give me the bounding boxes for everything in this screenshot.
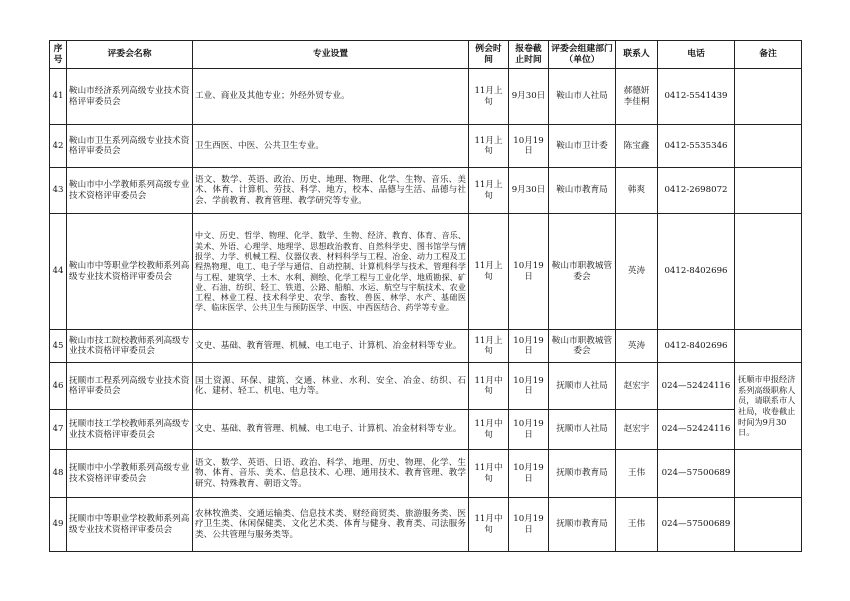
row-majors: 农林牧渔类、交通运输类、信息技术类、财经商贸类、旅游服务类、医疗卫生类、休闲保健类、文化艺术类、体育与健身、教育类、司法服务类、公共管理与服务类等。 (193, 498, 469, 552)
row-deadline: 10月19日 (509, 363, 549, 410)
row-deadline: 10月19日 (509, 125, 549, 168)
row-majors: 文史、基础、教育管理、机械、电工电子、计算机、冶金材料等专业。 (193, 330, 469, 363)
header-note: 备注 (735, 41, 802, 69)
row-majors: 语文、数学、英语、政治、历史、地理、物理、化学、生物、音乐、美术、体育、计算机、劳技、科学、地方，校本、品德与生活、品德与社会、学前教育、教育管理、教学研究等专业。 (193, 168, 469, 214)
row-committee-name: 鞍山市技工院校教师系列高级专业技术资格评审委员会 (67, 330, 193, 363)
row-majors: 文史、基础、教育管理、机械、电工电子、计算机、冶金材料等专业。 (193, 410, 469, 450)
row-dept: 抚顺市教育局 (549, 450, 616, 498)
row-note (735, 214, 802, 330)
row-deadline: 9月30日 (509, 69, 549, 125)
row-committee-name: 鞍山市中小学教师系列高级专业技术资格评审委员会 (67, 168, 193, 214)
row-phone: 0412-2698072 (658, 168, 735, 214)
row-meeting-time: 11月上旬 (469, 125, 509, 168)
row-note (735, 69, 802, 125)
row-majors: 工业、商业及其他专业；外经外贸专业。 (193, 69, 469, 125)
row-committee-name: 抚顺市中小学教师系列高级专业技术资格评审委员会 (67, 450, 193, 498)
row-contact: 英涛 (616, 214, 658, 330)
table-row (50, 125, 802, 168)
row-deadline: 10月19日 (509, 330, 549, 363)
header-name: 评委会名称 (67, 41, 193, 69)
row-num: 48 (50, 450, 67, 498)
row-num: 45 (50, 330, 67, 363)
row-phone: 0412-8402696 (658, 214, 735, 330)
header-num: 序号 (50, 41, 67, 69)
table-row (50, 363, 802, 410)
row-contact: 英涛 (616, 330, 658, 363)
row-phone: 0412-5535346 (658, 125, 735, 168)
row-note (735, 125, 802, 168)
row-phone: 0412-8402696 (658, 330, 735, 363)
row-note (735, 168, 802, 214)
row-num: 49 (50, 498, 67, 552)
row-note (735, 498, 802, 552)
row-phone: 0412-5541439 (658, 69, 735, 125)
table-row (50, 450, 802, 498)
row-majors: 卫生西医、中医、公共卫生专业。 (193, 125, 469, 168)
row-contact: 陈宝鑫 (616, 125, 658, 168)
header-dept: 评委会组建部门（单位） (549, 41, 616, 69)
table-row (50, 69, 802, 125)
row-deadline: 10月19日 (509, 450, 549, 498)
row-num: 47 (50, 410, 67, 450)
header-meeting: 例会时间 (469, 41, 509, 69)
row-phone: 024—52424116 (658, 410, 735, 450)
row-committee-name: 鞍山市中等职业学校教师系列高级专业技术资格评审委员会 (67, 214, 193, 330)
row-dept: 鞍山市教育局 (549, 168, 616, 214)
header-contact: 联系人 (616, 41, 658, 69)
row-note (735, 450, 802, 498)
row-contact: 赵宏宇 (616, 363, 658, 410)
row-contact: 王伟 (616, 450, 658, 498)
row-phone: 024—57500689 (658, 450, 735, 498)
row-committee-name: 鞍山市卫生系列高级专业技术资格评审委员会 (67, 125, 193, 168)
table-row (50, 168, 802, 214)
row-dept: 抚顺市教育局 (549, 498, 616, 552)
row-meeting-time: 11月中旬 (469, 410, 509, 450)
row-committee-name: 抚顺市中等职业学校教师系列高级专业技术资格评审委员会 (67, 498, 193, 552)
row-num: 46 (50, 363, 67, 410)
row-meeting-time: 11月中旬 (469, 498, 509, 552)
row-phone: 024—57500689 (658, 498, 735, 552)
row-deadline: 9月30日 (509, 168, 549, 214)
committee-table (49, 40, 802, 552)
fushun-note: 抚顺市申报经济系列高级职称人员，请联系市人社局，收卷截止时间为9月30日。 (735, 363, 802, 450)
header-row (50, 41, 802, 69)
row-phone: 024—52424116 (658, 363, 735, 410)
row-meeting-time: 11月上旬 (469, 330, 509, 363)
table-row (50, 330, 802, 363)
row-dept: 抚顺市人社局 (549, 410, 616, 450)
row-dept: 鞍山市职教城管委会 (549, 214, 616, 330)
row-deadline: 10月19日 (509, 410, 549, 450)
row-majors: 中文、历史、哲学、物理、化学、数学、生物、经济、教育、体育、音乐、美术、外语、心理学、地理学、思想政治教育、自然科学史、图书馆学与情报学、力学、机械工程、仪器仪表、材料科学与工程、冶金、动力工程及工程热物理、电工、电子学与通信、自动控制、计算机科学与技术、管理科学与工程、建筑学、土木、水利、测绘、化学工程与工业化学、地质勘探、矿业、石油、纺织、轻工、铁道、公路、船舶、水运、航空与宇航技术、农业工程、林业工程、技术科学史、农学、畜牧、兽医、林学、水产、基础医学、临床医学、公共卫生与预防医学、中医、中西医结合、药学等专业。 (193, 214, 469, 330)
header-deadline: 报卷截止时间 (509, 41, 549, 69)
row-meeting-time: 11月中旬 (469, 450, 509, 498)
row-committee-name: 抚顺市工程系列高级专业技术资格评审委员会 (67, 363, 193, 410)
row-num: 42 (50, 125, 67, 168)
row-contact: 王伟 (616, 498, 658, 552)
row-note (735, 330, 802, 363)
header-phone: 电话 (658, 41, 735, 69)
row-num: 44 (50, 214, 67, 330)
row-contact: 郝德妍 李佳桐 (616, 69, 658, 125)
row-dept: 鞍山市人社局 (549, 69, 616, 125)
row-dept: 鞍山市职教城管委会 (549, 330, 616, 363)
row-committee-name: 鞍山市经济系列高级专业技术资格评审委员会 (67, 69, 193, 125)
row-committee-name: 抚顺市技工学校教师系列高级专业技术资格评审委员会 (67, 410, 193, 450)
row-dept: 抚顺市人社局 (549, 363, 616, 410)
row-contact: 赵宏宇 (616, 410, 658, 450)
row-dept: 鞍山市卫计委 (549, 125, 616, 168)
row-num: 41 (50, 69, 67, 125)
row-meeting-time: 11月上旬 (469, 214, 509, 330)
row-meeting-time: 11月上旬 (469, 168, 509, 214)
row-deadline: 10月19日 (509, 498, 549, 552)
row-majors: 语文、数学、英语、日语、政治、科学、地理、历史、物理、化学、生物、体育、音乐、美术、信息技术、心理、通用技术、教育管理、教学研究、特殊教育、朝语文等。 (193, 450, 469, 498)
row-num: 43 (50, 168, 67, 214)
header-majors: 专业设置 (193, 41, 469, 69)
row-meeting-time: 11月中旬 (469, 363, 509, 410)
table-row (50, 410, 802, 450)
row-majors: 国土资源、环保、建筑、交通、林业、水利、安全、冶金、纺织、石化、建材、轻工、机电、电力等。 (193, 363, 469, 410)
table-row (50, 214, 802, 330)
table-row (50, 498, 802, 552)
row-meeting-time: 11月上旬 (469, 69, 509, 125)
row-contact: 韩爽 (616, 168, 658, 214)
row-deadline: 10月19日 (509, 214, 549, 330)
